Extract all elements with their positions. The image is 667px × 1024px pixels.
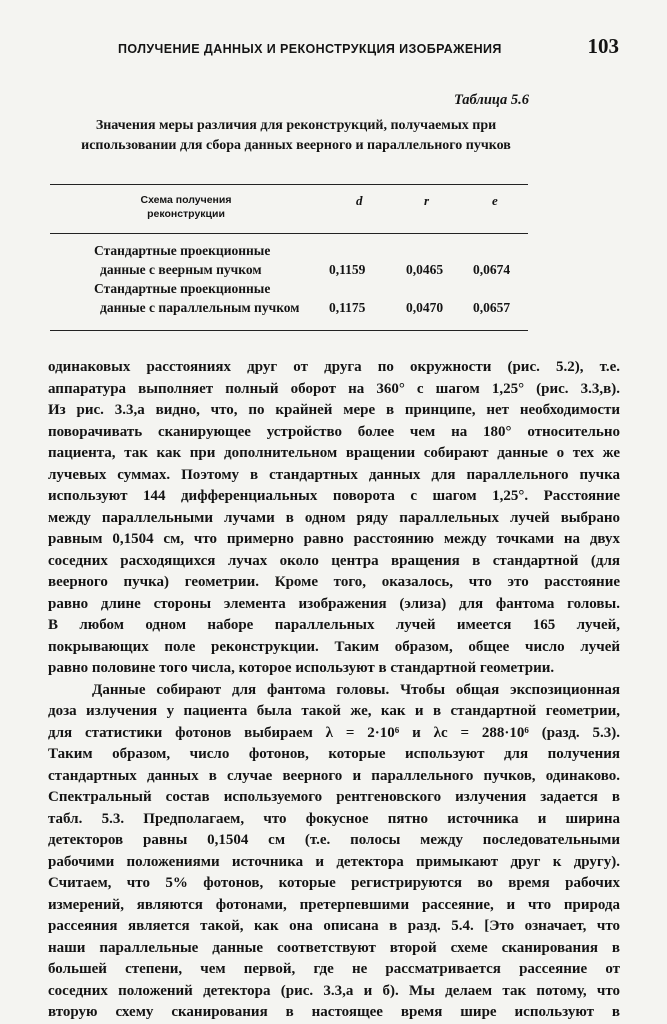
running-title: ПОЛУЧЕНИЕ ДАННЫХ И РЕКОНСТРУКЦИЯ ИЗОБРАЖЕНИЯ bbox=[118, 42, 502, 56]
table-bottom-rule bbox=[50, 330, 528, 331]
text-line: Таким образом, число фотонов, которые используют для получения bbox=[48, 746, 620, 762]
caption-line: Значения меры различия для реконструкций, получаемых при bbox=[95, 118, 497, 133]
text-line: покрывающих поле реконструкции. Таким образом, общее число лучей bbox=[48, 638, 620, 655]
table-row-1-r: 0,0465 bbox=[406, 262, 444, 277]
text-line: рассеяния является такой, как она описана в разд. 5.4. [Это означает, что bbox=[48, 918, 620, 934]
text-line: веерного пучка) геометрии. Кроме того, оказалось, что это расстояние bbox=[48, 574, 620, 590]
text-line: большей степени, чем первой, где не рассматривается рассеяние от bbox=[48, 961, 620, 977]
table-row-1-scheme-line1: Стандартные проекционные bbox=[94, 243, 271, 258]
table-top-rule bbox=[50, 184, 528, 185]
text-line: рабочими положениями источника и детектора примыкают друг к другу). bbox=[48, 853, 620, 870]
text-line: В любом одном наборе параллельных лучей имеется 165 лучей, bbox=[48, 617, 620, 633]
page-number: 103 bbox=[587, 34, 619, 58]
table-row-2-scheme-line2: данные с параллельным пучком bbox=[100, 300, 300, 315]
column-header-e: e bbox=[492, 193, 498, 208]
text-line: между параллельными лучами в одном ряду параллельных лучей выбрано bbox=[48, 509, 620, 526]
table-row-2-e: 0,0657 bbox=[473, 300, 511, 315]
text-line: соседних положений детектора (рис. 3.3,а и б). Мы делаем так потому, что bbox=[48, 982, 620, 999]
text-line: равно половине того числа, которое используют в стандартной геометрии. bbox=[48, 660, 555, 676]
text-line: вторую схему сканирования в настоящее время шире используют в bbox=[48, 1004, 620, 1020]
text-line: равным 0,1504 см, что примерно равно расстоянию между точками на двух bbox=[48, 531, 620, 547]
text-line: Спектральный состав используемого рентгеновского излучения задается в bbox=[48, 789, 620, 805]
column-header-r: r bbox=[424, 193, 430, 208]
column-header-d: d bbox=[356, 193, 363, 208]
text-line: для статистики фотонов выбираем λ = 2·10⁶ и λc = 288·10⁶ (разд. 5.3). bbox=[48, 724, 620, 741]
caption-line: использовании для сбора данных веерного и параллельного пучков bbox=[81, 138, 511, 153]
text-line: Считаем, что 5% фотонов, которые регистрируются во время рабочих bbox=[48, 875, 620, 891]
table-label: Таблица 5.6 bbox=[453, 92, 529, 108]
text-line: равно длине стороны элемента изображения (элиза) для фантома головы. bbox=[48, 595, 620, 612]
text-line: детекторов равны 0,1504 см (т.е. полосы между последовательными bbox=[48, 832, 620, 848]
table-row-1-e: 0,0674 bbox=[473, 262, 511, 277]
text-line: лучевых суммах. Поэтому в стандартных данных для параллельного пучка bbox=[48, 466, 620, 483]
column-header-scheme-line: реконструкции bbox=[147, 208, 225, 220]
column-header-scheme-line: Схема получения bbox=[140, 194, 232, 206]
text-line: соседних расходящихся лучах около центра вращения в стандартной (для bbox=[48, 552, 620, 569]
table-row-1-scheme-line2: данные с веерным пучком bbox=[100, 262, 262, 277]
text-line: одинаковых расстояниях друг от друга по окружности (рис. 5.2), т.е. bbox=[48, 359, 620, 375]
page-header bbox=[118, 34, 619, 59]
column-header-scheme bbox=[126, 193, 246, 221]
body-text bbox=[48, 357, 620, 1024]
table-header-rule bbox=[50, 233, 528, 234]
paragraph-2 bbox=[48, 680, 620, 1024]
text-line: стандартных данных в случае веерного и параллельного пучков, одинаково. bbox=[48, 767, 620, 784]
table-caption bbox=[62, 116, 530, 156]
text-line: измерений, являются фотонами, претерпевшими рассеяние, и что природа bbox=[48, 896, 620, 913]
table-row-1-d: 0,1159 bbox=[329, 262, 366, 277]
text-line: поворачивать сканирующее устройство более чем на 180° относительно bbox=[48, 423, 620, 440]
table-row-2-r: 0,0470 bbox=[406, 300, 444, 315]
text-line: наши параллельные данные соответствуют второй схеме сканирования в bbox=[48, 939, 620, 956]
text-line: Данные собирают для фантома головы. Чтобы общая экспозиционная bbox=[92, 681, 620, 698]
text-line: аппаратура выполняет полный оборот на 360° с шагом 1,25° (рис. 3.3,в). bbox=[48, 380, 620, 397]
table-row-2-scheme-line1: Стандартные проекционные bbox=[94, 281, 271, 296]
text-line: доза излучения у пациента была такой же, как и в стандартной геометрии, bbox=[48, 703, 620, 719]
text-line: Из рис. 3.3,а видно, что, по крайней мере в принципе, нет необходимости bbox=[48, 402, 620, 418]
text-line: пациента, так как при дополнительном вращении собирают данные о тех же bbox=[48, 445, 620, 461]
table-row-2-d: 0,1175 bbox=[329, 300, 366, 315]
text-line: табл. 5.3. Предполагаем, что фокусное пятно источника и ширина bbox=[48, 810, 620, 827]
paragraph-1 bbox=[48, 357, 620, 680]
text-line: используют 144 дифференциальных поворота с шагом 1,25°. Расстояние bbox=[48, 488, 620, 504]
